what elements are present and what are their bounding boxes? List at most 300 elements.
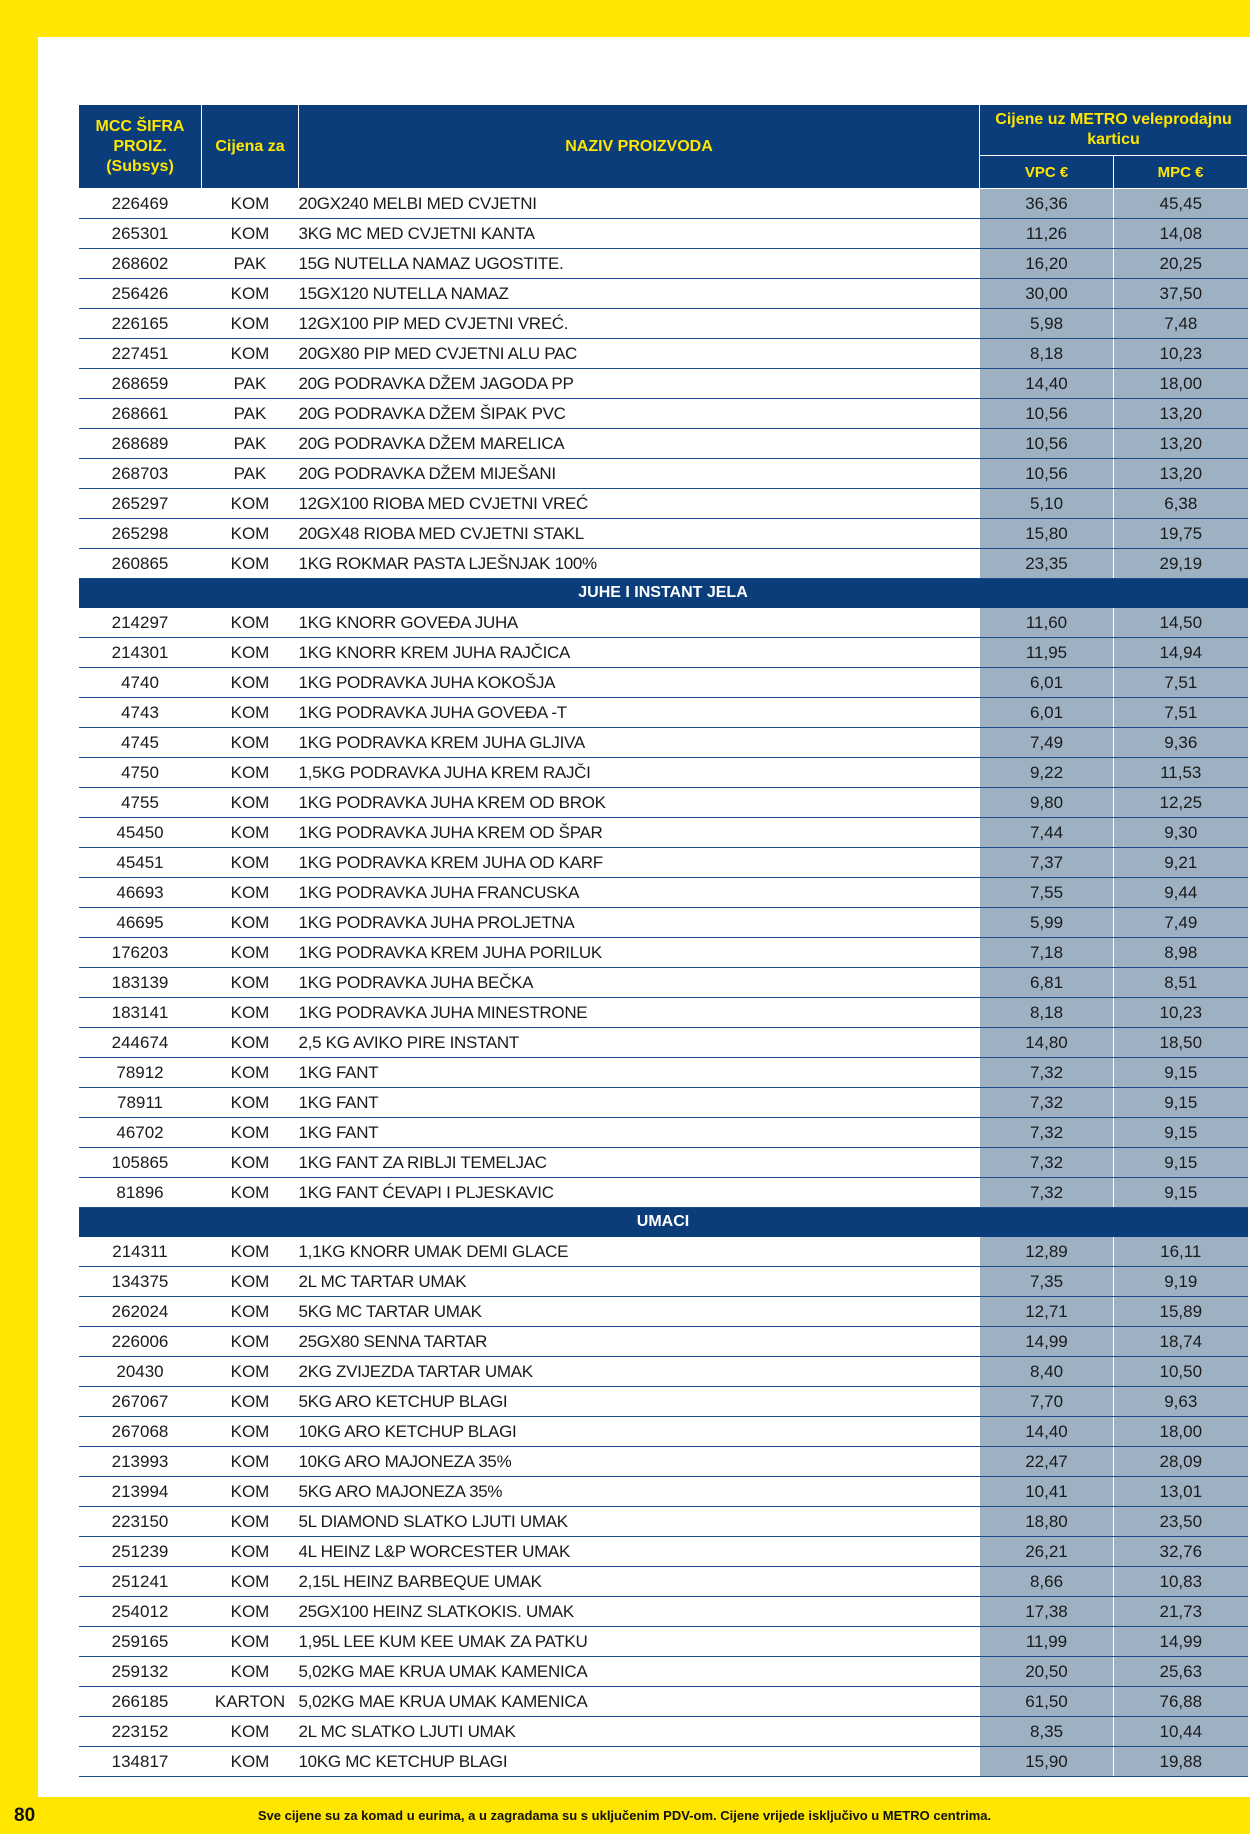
price-vpc: 7,49 — [980, 728, 1114, 758]
price-vpc: 30,00 — [980, 279, 1114, 309]
price-mpc: 9,15 — [1114, 1148, 1248, 1178]
price-vpc: 22,47 — [980, 1447, 1114, 1477]
unit-label: KOM — [202, 189, 299, 219]
product-name: 1,5KG PODRAVKA JUHA KREM RAJČI — [299, 758, 980, 788]
product-name: 1KG PODRAVKA JUHA KOKOŠJA — [299, 668, 980, 698]
product-code: 176203 — [79, 938, 202, 968]
price-vpc: 8,35 — [980, 1717, 1114, 1747]
price-vpc: 11,99 — [980, 1627, 1114, 1657]
product-name: 20G PODRAVKA DŽEM MARELICA — [299, 429, 980, 459]
price-mpc: 10,44 — [1114, 1717, 1248, 1747]
unit-label: KOM — [202, 848, 299, 878]
product-code: 78912 — [79, 1058, 202, 1088]
table-row — [79, 1447, 1248, 1477]
section-header — [79, 1208, 1248, 1237]
table-row — [79, 1387, 1248, 1417]
price-vpc: 7,44 — [980, 818, 1114, 848]
table-row — [79, 848, 1248, 878]
product-code: 45450 — [79, 818, 202, 848]
page-sheet — [38, 37, 1250, 1797]
table-row — [79, 908, 1248, 938]
product-code: 256426 — [79, 279, 202, 309]
table-row — [79, 1088, 1248, 1118]
product-name: 1KG KNORR GOVEĐA JUHA — [299, 608, 980, 638]
product-name: 2,15L HEINZ BARBEQUE UMAK — [299, 1567, 980, 1597]
product-name: 1KG FANT ĆEVAPI I PLJESKAVIC — [299, 1178, 980, 1208]
table-row — [79, 1267, 1248, 1297]
unit-label: KOM — [202, 1178, 299, 1208]
unit-label: KOM — [202, 1058, 299, 1088]
product-code: 268689 — [79, 429, 202, 459]
price-mpc: 14,08 — [1114, 219, 1248, 249]
table-row — [79, 668, 1248, 698]
price-mpc: 10,23 — [1114, 339, 1248, 369]
unit-label: KOM — [202, 339, 299, 369]
price-mpc: 14,50 — [1114, 608, 1248, 638]
price-vpc: 7,37 — [980, 848, 1114, 878]
price-vpc: 6,81 — [980, 968, 1114, 998]
unit-label: KOM — [202, 968, 299, 998]
unit-label: KOM — [202, 489, 299, 519]
product-code: 262024 — [79, 1297, 202, 1327]
unit-label: KOM — [202, 1597, 299, 1627]
product-code: 265298 — [79, 519, 202, 549]
unit-label: KOM — [202, 998, 299, 1028]
table-row — [79, 1747, 1248, 1777]
price-mpc: 6,38 — [1114, 489, 1248, 519]
product-name: 20G PODRAVKA DŽEM JAGODA PP — [299, 369, 980, 399]
price-mpc: 11,53 — [1114, 758, 1248, 788]
product-name: 1KG PODRAVKA JUHA FRANCUSKA — [299, 878, 980, 908]
table-row — [79, 1178, 1248, 1208]
price-mpc: 45,45 — [1114, 189, 1248, 219]
price-vpc: 11,60 — [980, 608, 1114, 638]
price-mpc: 7,49 — [1114, 908, 1248, 938]
price-mpc: 9,44 — [1114, 878, 1248, 908]
table-row — [79, 519, 1248, 549]
product-code: 267067 — [79, 1387, 202, 1417]
product-name: 1KG PODRAVKA JUHA KREM OD ŠPAR — [299, 818, 980, 848]
unit-label: KOM — [202, 728, 299, 758]
product-name: 20G PODRAVKA DŽEM ŠIPAK PVC — [299, 399, 980, 429]
product-name: 10KG ARO MAJONEZA 35% — [299, 1447, 980, 1477]
product-name: 25GX80 SENNA TARTAR — [299, 1327, 980, 1357]
price-mpc: 8,98 — [1114, 938, 1248, 968]
price-mpc: 9,15 — [1114, 1118, 1248, 1148]
product-code: 213993 — [79, 1447, 202, 1477]
product-code: 254012 — [79, 1597, 202, 1627]
table-row — [79, 1537, 1248, 1567]
price-vpc: 36,36 — [980, 189, 1114, 219]
price-table — [78, 104, 1248, 1777]
unit-label: KOM — [202, 309, 299, 339]
product-name: 1KG PODRAVKA JUHA KREM OD BROK — [299, 788, 980, 818]
price-vpc: 14,80 — [980, 1028, 1114, 1058]
price-mpc: 14,99 — [1114, 1627, 1248, 1657]
product-name: 20GX48 RIOBA MED CVJETNI STAKL — [299, 519, 980, 549]
product-name: 1,95L LEE KUM KEE UMAK ZA PATKU — [299, 1627, 980, 1657]
price-vpc: 5,99 — [980, 908, 1114, 938]
table-row — [79, 1567, 1248, 1597]
product-code: 78911 — [79, 1088, 202, 1118]
price-vpc: 17,38 — [980, 1597, 1114, 1627]
product-code: 214301 — [79, 638, 202, 668]
product-code: 260865 — [79, 549, 202, 579]
product-name: 1KG FANT — [299, 1088, 980, 1118]
price-vpc: 7,70 — [980, 1387, 1114, 1417]
unit-label: KOM — [202, 219, 299, 249]
product-code: 46695 — [79, 908, 202, 938]
price-mpc: 7,48 — [1114, 309, 1248, 339]
price-vpc: 7,32 — [980, 1058, 1114, 1088]
unit-label: KOM — [202, 698, 299, 728]
price-mpc: 37,50 — [1114, 279, 1248, 309]
product-name: 5KG ARO MAJONEZA 35% — [299, 1477, 980, 1507]
product-name: 2KG ZVIJEZDA TARTAR UMAK — [299, 1357, 980, 1387]
unit-label: KOM — [202, 1118, 299, 1148]
unit-label: KOM — [202, 1327, 299, 1357]
product-name: 4L HEINZ L&P WORCESTER UMAK — [299, 1537, 980, 1567]
price-vpc: 7,32 — [980, 1118, 1114, 1148]
price-vpc: 5,10 — [980, 489, 1114, 519]
price-mpc: 76,88 — [1114, 1687, 1248, 1717]
price-vpc: 5,98 — [980, 309, 1114, 339]
unit-label: KARTON — [202, 1687, 299, 1717]
product-name: 20GX240 MELBI MED CVJETNI — [299, 189, 980, 219]
price-vpc: 16,20 — [980, 249, 1114, 279]
product-name: 1KG PODRAVKA JUHA GOVEĐA -T — [299, 698, 980, 728]
price-vpc: 6,01 — [980, 668, 1114, 698]
product-name: 5L DIAMOND SLATKO LJUTI UMAK — [299, 1507, 980, 1537]
unit-label: KOM — [202, 788, 299, 818]
price-mpc: 12,25 — [1114, 788, 1248, 818]
product-name: 1KG PODRAVKA JUHA PROLJETNA — [299, 908, 980, 938]
product-code: 266185 — [79, 1687, 202, 1717]
product-code: 265301 — [79, 219, 202, 249]
unit-label: KOM — [202, 1537, 299, 1567]
product-name: 1KG ROKMAR PASTA LJEŠNJAK 100% — [299, 549, 980, 579]
product-name: 1KG PODRAVKA JUHA BEČKA — [299, 968, 980, 998]
unit-label: KOM — [202, 938, 299, 968]
unit-label: KOM — [202, 1717, 299, 1747]
product-code: 20430 — [79, 1357, 202, 1387]
product-code: 105865 — [79, 1148, 202, 1178]
price-mpc: 13,20 — [1114, 399, 1248, 429]
product-code: 134817 — [79, 1747, 202, 1777]
price-vpc: 8,66 — [980, 1567, 1114, 1597]
price-mpc: 19,75 — [1114, 519, 1248, 549]
product-code: 183141 — [79, 998, 202, 1028]
product-name: 1,1KG KNORR UMAK DEMI GLACE — [299, 1237, 980, 1267]
price-vpc: 26,21 — [980, 1537, 1114, 1567]
unit-label: KOM — [202, 878, 299, 908]
price-mpc: 9,63 — [1114, 1387, 1248, 1417]
table-row — [79, 189, 1248, 219]
price-mpc: 13,01 — [1114, 1477, 1248, 1507]
unit-label: KOM — [202, 1747, 299, 1777]
product-name: 12GX100 RIOBA MED CVJETNI VREĆ — [299, 489, 980, 519]
unit-label: KOM — [202, 1447, 299, 1477]
unit-label: KOM — [202, 1297, 299, 1327]
unit-label: KOM — [202, 1627, 299, 1657]
price-vpc: 15,90 — [980, 1747, 1114, 1777]
table-row — [79, 1597, 1248, 1627]
product-code: 265297 — [79, 489, 202, 519]
product-code: 259132 — [79, 1657, 202, 1687]
table-row — [79, 1417, 1248, 1447]
product-code: 223150 — [79, 1507, 202, 1537]
header-code: MCC ŠIFRA PROIZ. (Subsys) — [79, 105, 202, 189]
table-row — [79, 1477, 1248, 1507]
unit-label: KOM — [202, 1357, 299, 1387]
table-row — [79, 549, 1248, 579]
product-name: 1KG FANT ZA RIBLJI TEMELJAC — [299, 1148, 980, 1178]
header-mpc: MPC € — [1114, 156, 1248, 189]
table-row — [79, 1717, 1248, 1747]
price-mpc: 23,50 — [1114, 1507, 1248, 1537]
product-name: 2L MC TARTAR UMAK — [299, 1267, 980, 1297]
table-row — [79, 1327, 1248, 1357]
price-vpc: 8,40 — [980, 1357, 1114, 1387]
product-code: 226469 — [79, 189, 202, 219]
header-vpc: VPC € — [980, 156, 1114, 189]
unit-label: KOM — [202, 1477, 299, 1507]
price-mpc: 32,76 — [1114, 1537, 1248, 1567]
price-mpc: 28,09 — [1114, 1447, 1248, 1477]
price-mpc: 9,15 — [1114, 1088, 1248, 1118]
product-code: 223152 — [79, 1717, 202, 1747]
product-name: 15G NUTELLA NAMAZ UGOSTITE. — [299, 249, 980, 279]
price-vpc: 7,32 — [980, 1178, 1114, 1208]
price-vpc: 7,32 — [980, 1088, 1114, 1118]
price-mpc: 15,89 — [1114, 1297, 1248, 1327]
price-mpc: 29,19 — [1114, 549, 1248, 579]
product-code: 4755 — [79, 788, 202, 818]
price-vpc: 7,18 — [980, 938, 1114, 968]
table-row — [79, 429, 1248, 459]
price-table-body — [79, 189, 1248, 1777]
table-row — [79, 698, 1248, 728]
product-name: 3KG MC MED CVJETNI KANTA — [299, 219, 980, 249]
product-name: 20G PODRAVKA DŽEM MIJEŠANI — [299, 459, 980, 489]
table-row — [79, 1687, 1248, 1717]
product-code: 251241 — [79, 1567, 202, 1597]
table-row — [79, 1357, 1248, 1387]
product-code: 268602 — [79, 249, 202, 279]
table-row — [79, 1507, 1248, 1537]
price-vpc: 11,26 — [980, 219, 1114, 249]
table-row — [79, 339, 1248, 369]
price-vpc: 10,56 — [980, 459, 1114, 489]
product-code: 268661 — [79, 399, 202, 429]
product-name: 10KG MC KETCHUP BLAGI — [299, 1747, 980, 1777]
unit-label: KOM — [202, 608, 299, 638]
table-row — [79, 1148, 1248, 1178]
product-name: 12GX100 PIP MED CVJETNI VREĆ. — [299, 309, 980, 339]
table-row — [79, 758, 1248, 788]
price-vpc: 11,95 — [980, 638, 1114, 668]
table-row — [79, 279, 1248, 309]
price-mpc: 13,20 — [1114, 459, 1248, 489]
price-mpc: 8,51 — [1114, 968, 1248, 998]
table-row — [79, 938, 1248, 968]
page-number: 80 — [14, 1805, 36, 1826]
product-code: 4745 — [79, 728, 202, 758]
product-code: 183139 — [79, 968, 202, 998]
price-mpc: 9,15 — [1114, 1058, 1248, 1088]
price-vpc: 14,99 — [980, 1327, 1114, 1357]
price-mpc: 20,25 — [1114, 249, 1248, 279]
table-row — [79, 1297, 1248, 1327]
price-vpc: 18,80 — [980, 1507, 1114, 1537]
header-unit: Cijena za — [202, 105, 299, 189]
product-name: 1KG KNORR KREM JUHA RAJČICA — [299, 638, 980, 668]
table-row — [79, 399, 1248, 429]
price-vpc: 7,32 — [980, 1148, 1114, 1178]
product-code: 134375 — [79, 1267, 202, 1297]
product-name: 5KG MC TARTAR UMAK — [299, 1297, 980, 1327]
price-vpc: 23,35 — [980, 549, 1114, 579]
product-name: 1KG PODRAVKA KREM JUHA GLJIVA — [299, 728, 980, 758]
unit-label: KOM — [202, 818, 299, 848]
price-mpc: 16,11 — [1114, 1237, 1248, 1267]
table-row — [79, 1058, 1248, 1088]
table-row — [79, 878, 1248, 908]
price-mpc: 25,63 — [1114, 1657, 1248, 1687]
price-mpc: 9,21 — [1114, 848, 1248, 878]
table-row — [79, 788, 1248, 818]
price-vpc: 9,22 — [980, 758, 1114, 788]
table-row — [79, 638, 1248, 668]
unit-label: KOM — [202, 1088, 299, 1118]
table-row — [79, 728, 1248, 758]
unit-label: KOM — [202, 638, 299, 668]
unit-label: KOM — [202, 1028, 299, 1058]
unit-label: KOM — [202, 1267, 299, 1297]
section-title: JUHE I INSTANT JELA — [79, 579, 1248, 608]
table-row — [79, 968, 1248, 998]
table-row — [79, 309, 1248, 339]
price-vpc: 10,56 — [980, 429, 1114, 459]
product-name: 2L MC SLATKO LJUTI UMAK — [299, 1717, 980, 1747]
product-code: 259165 — [79, 1627, 202, 1657]
price-vpc: 14,40 — [980, 1417, 1114, 1447]
product-name: 1KG FANT — [299, 1118, 980, 1148]
price-vpc: 6,01 — [980, 698, 1114, 728]
unit-label: PAK — [202, 429, 299, 459]
table-row — [79, 1627, 1248, 1657]
price-mpc: 14,94 — [1114, 638, 1248, 668]
product-code: 4743 — [79, 698, 202, 728]
product-code: 267068 — [79, 1417, 202, 1447]
unit-label: KOM — [202, 1387, 299, 1417]
product-code: 214297 — [79, 608, 202, 638]
unit-label: PAK — [202, 249, 299, 279]
price-vpc: 9,80 — [980, 788, 1114, 818]
product-name: 1KG PODRAVKA KREM JUHA OD KARF — [299, 848, 980, 878]
unit-label: KOM — [202, 1567, 299, 1597]
product-name: 5,02KG MAE KRUA UMAK KAMENICA — [299, 1657, 980, 1687]
price-vpc: 12,71 — [980, 1297, 1114, 1327]
price-mpc: 18,00 — [1114, 369, 1248, 399]
unit-label: KOM — [202, 1657, 299, 1687]
table-row — [79, 998, 1248, 1028]
table-row — [79, 369, 1248, 399]
price-vpc: 7,55 — [980, 878, 1114, 908]
table-row — [79, 1028, 1248, 1058]
product-code: 251239 — [79, 1537, 202, 1567]
unit-label: KOM — [202, 1237, 299, 1267]
price-vpc: 7,35 — [980, 1267, 1114, 1297]
product-name: 10KG ARO KETCHUP BLAGI — [299, 1417, 980, 1447]
product-code: 45451 — [79, 848, 202, 878]
price-vpc: 14,40 — [980, 369, 1114, 399]
unit-label: KOM — [202, 549, 299, 579]
price-mpc: 9,15 — [1114, 1178, 1248, 1208]
product-name: 20GX80 PIP MED CVJETNI ALU PAC — [299, 339, 980, 369]
header-name: NAZIV PROIZVODA — [299, 105, 980, 189]
price-mpc: 9,30 — [1114, 818, 1248, 848]
product-code: 213994 — [79, 1477, 202, 1507]
product-code: 4740 — [79, 668, 202, 698]
table-row — [79, 219, 1248, 249]
unit-label: KOM — [202, 519, 299, 549]
product-code: 46702 — [79, 1118, 202, 1148]
price-vpc: 10,41 — [980, 1477, 1114, 1507]
product-code: 226165 — [79, 309, 202, 339]
price-mpc: 10,23 — [1114, 998, 1248, 1028]
price-vpc: 10,56 — [980, 399, 1114, 429]
product-name: 15GX120 NUTELLA NAMAZ — [299, 279, 980, 309]
price-mpc: 9,19 — [1114, 1267, 1248, 1297]
footer-note: Sve cijene su za komad u eurima, a u zagradama su s uključenim PDV-om. Cijene vrijede isključivo u METRO centrima. — [257, 1808, 992, 1823]
product-name: 2,5 KG AVIKO PIRE INSTANT — [299, 1028, 980, 1058]
table-row — [79, 1657, 1248, 1687]
unit-label: PAK — [202, 459, 299, 489]
product-name: 5,02KG MAE KRUA UMAK KAMENICA — [299, 1687, 980, 1717]
product-name: 1KG PODRAVKA KREM JUHA PORILUK — [299, 938, 980, 968]
table-row — [79, 1118, 1248, 1148]
price-vpc: 8,18 — [980, 998, 1114, 1028]
unit-label: KOM — [202, 908, 299, 938]
table-row — [79, 489, 1248, 519]
price-vpc: 12,89 — [980, 1237, 1114, 1267]
product-code: 268703 — [79, 459, 202, 489]
unit-label: KOM — [202, 758, 299, 788]
unit-label: KOM — [202, 1148, 299, 1178]
price-vpc: 15,80 — [980, 519, 1114, 549]
price-mpc: 7,51 — [1114, 698, 1248, 728]
table-row — [79, 608, 1248, 638]
product-code: 4750 — [79, 758, 202, 788]
unit-label: KOM — [202, 279, 299, 309]
product-code: 244674 — [79, 1028, 202, 1058]
unit-label: PAK — [202, 399, 299, 429]
table-row — [79, 1237, 1248, 1267]
product-name: 1KG FANT — [299, 1058, 980, 1088]
price-mpc: 18,50 — [1114, 1028, 1248, 1058]
table-row — [79, 249, 1248, 279]
product-name: 25GX100 HEINZ SLATKOKIS. UMAK — [299, 1597, 980, 1627]
price-mpc: 10,83 — [1114, 1567, 1248, 1597]
unit-label: KOM — [202, 1507, 299, 1537]
price-vpc: 8,18 — [980, 339, 1114, 369]
header-price-group: Cijene uz METRO veleprodajnu karticu — [980, 105, 1248, 156]
product-name: 5KG ARO KETCHUP BLAGI — [299, 1387, 980, 1417]
price-mpc: 19,88 — [1114, 1747, 1248, 1777]
product-code: 46693 — [79, 878, 202, 908]
table-row — [79, 818, 1248, 848]
